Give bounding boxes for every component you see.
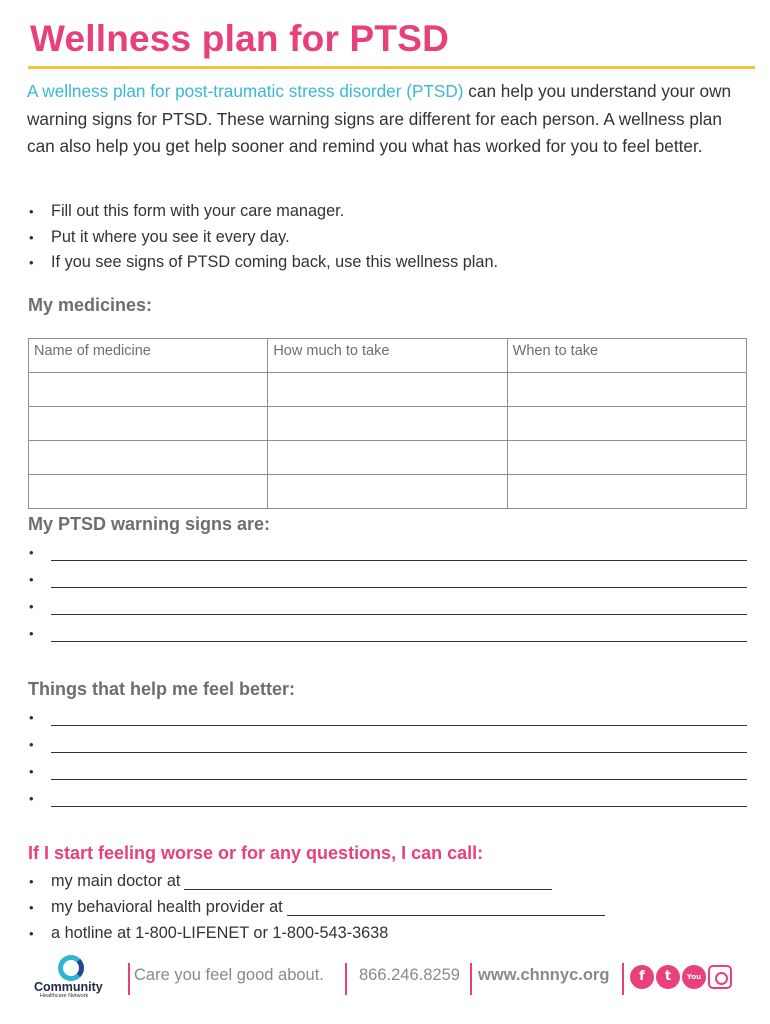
twitter-icon[interactable]: t — [656, 965, 680, 989]
instruction-item: • Fill out this form with your care manager. — [27, 199, 747, 225]
call-list — [27, 869, 747, 946]
medicine-amount-cell[interactable] — [268, 475, 507, 509]
warning-sign-line[interactable] — [27, 543, 747, 570]
logo-ring-icon — [58, 955, 84, 981]
call-heading: If I start feeling worse or for any questions, I can call: — [28, 843, 484, 863]
provider-phone-blank[interactable] — [287, 898, 605, 916]
feel-better-line[interactable] — [27, 762, 747, 789]
intro-paragraph — [27, 78, 747, 161]
feel-better-line[interactable] — [27, 789, 747, 816]
warning-signs-heading: My PTSD warning signs are: — [28, 514, 271, 534]
medicine-name-cell[interactable] — [29, 373, 268, 407]
call-item-label: my main doctor at — [51, 872, 181, 890]
table-header-row — [29, 339, 747, 373]
medicine-when-cell[interactable] — [507, 373, 746, 407]
feel-better-line[interactable] — [27, 735, 747, 762]
intro-highlight: A wellness plan for post-traumatic stress disorder (PTSD) — [27, 81, 464, 101]
instruction-item: • If you see signs of PTSD coming back, use this wellness plan. — [27, 250, 747, 276]
page-title: Wellness plan for PTSD — [30, 18, 450, 59]
medicine-amount-cell[interactable] — [268, 407, 507, 441]
column-header-name: Name of medicine — [29, 339, 268, 373]
title-divider — [28, 66, 755, 69]
table-row — [29, 373, 747, 407]
intro-text: can help you understand your own warning signs for PTSD. These warning signs are different for each person. A wellness plan can also help you get help sooner and remind you what has worked for you to feel better. — [27, 81, 732, 156]
call-item-doctor — [27, 869, 747, 895]
medicine-name-cell[interactable] — [29, 475, 268, 509]
warning-sign-line[interactable] — [27, 570, 747, 597]
footer-website[interactable]: www.chnnyc.org — [478, 966, 610, 984]
column-header-when: When to take — [507, 339, 746, 373]
footer-divider — [128, 963, 130, 995]
logo-name: Community — [34, 980, 103, 994]
feel-better-line[interactable] — [27, 708, 747, 735]
medicine-when-cell[interactable] — [507, 407, 746, 441]
call-item-label: my behavioral health provider at — [51, 897, 283, 916]
feel-better-heading: Things that help me feel better: — [28, 679, 296, 699]
medicine-when-cell[interactable] — [507, 475, 746, 509]
instruction-item: • Put it where you see it every day. — [27, 225, 747, 251]
medicine-name-cell[interactable] — [29, 407, 268, 441]
doctor-phone-blank[interactable] — [184, 872, 552, 890]
community-logo — [32, 955, 112, 1000]
warning-signs-list — [27, 543, 747, 651]
logo-subtitle: Healthcare Network — [40, 993, 89, 999]
warning-sign-line[interactable] — [27, 624, 747, 651]
feel-better-list — [27, 708, 747, 816]
youtube-icon[interactable] — [682, 965, 706, 1005]
footer-phone: 866.246.8259 — [359, 966, 460, 984]
footer — [0, 955, 770, 1005]
instagram-icon[interactable] — [708, 965, 732, 989]
medicines-table — [28, 338, 747, 509]
column-header-amount: How much to take — [268, 339, 507, 373]
table-row — [29, 475, 747, 509]
warning-sign-line[interactable] — [27, 597, 747, 624]
youtube-label: You Tube — [684, 973, 704, 1005]
call-item-provider — [27, 895, 747, 921]
instruction-list — [27, 199, 747, 276]
medicine-when-cell[interactable] — [507, 441, 746, 475]
medicine-amount-cell[interactable] — [268, 373, 507, 407]
footer-divider — [622, 963, 624, 995]
table-row — [29, 441, 747, 475]
footer-divider — [470, 963, 472, 995]
table-row — [29, 407, 747, 441]
footer-divider — [345, 963, 347, 995]
medicine-amount-cell[interactable] — [268, 441, 507, 475]
call-item-hotline: • a hotline at 1-800-LIFENET or 1-800-543-3638 — [27, 921, 747, 947]
footer-tagline: Care you feel good about. — [134, 966, 324, 984]
facebook-icon[interactable]: f — [630, 965, 654, 989]
medicines-heading: My medicines: — [28, 295, 153, 315]
medicine-name-cell[interactable] — [29, 441, 268, 475]
